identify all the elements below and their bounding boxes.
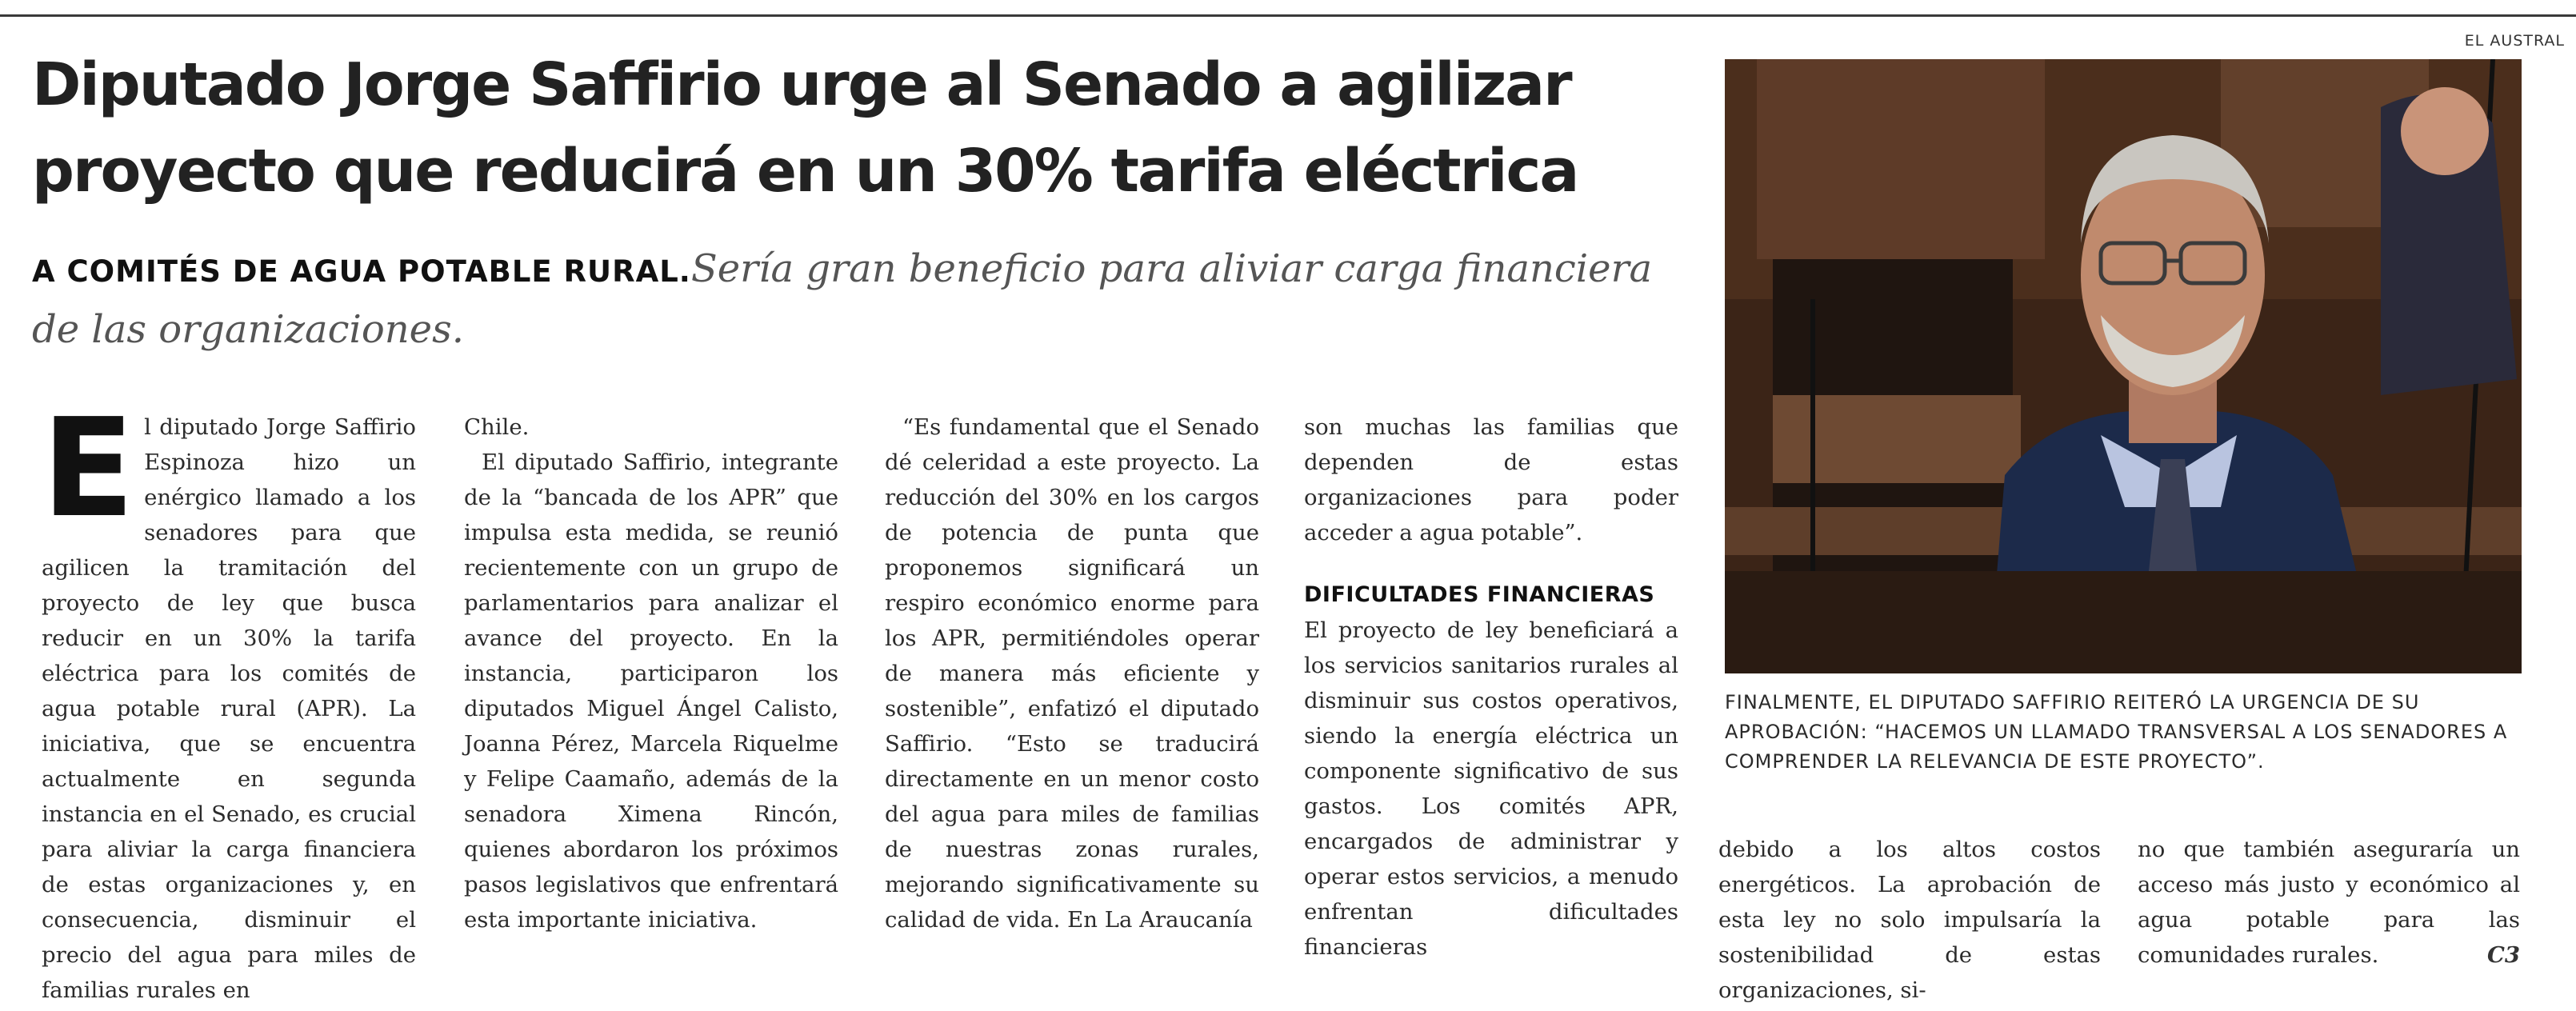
paragraph: Chile. bbox=[464, 414, 530, 440]
photo-caption: FINALMENTE, EL DIPUTADO SAFFIRIO REITERÓ LA URGENCIA DE SU APROBACIÓN: “HACEMOS UN LLAMADO TRANSVERSAL A LOS SENADORES A COMPRENDER LA RELEVANCIA DE ESTE PROYECTO”. bbox=[1725, 691, 2508, 773]
article-column-1 bbox=[42, 390, 416, 1008]
lead-block bbox=[32, 240, 1680, 358]
article-column-2 bbox=[464, 410, 838, 937]
deck: Sería gran beneficio para aliviar carga financiera de las organizaciones. bbox=[32, 246, 1653, 352]
paragraph: debido a los altos costos energéticos. La aprobación de esta ley no solo impulsaría la sostenibilidad de estas organizaciones, si- bbox=[1718, 837, 2101, 1003]
paragraph: son muchas las familias que dependen de estas organizaciones para poder acceder a agua potable”. bbox=[1304, 414, 1678, 545]
paragraph: El diputado Saffirio, integrante de la “bancada de los APR” que impulsa esta medida, se reunió recientemente con un grupo de parlamentarios para analizar el avance del proyecto. En la instancia, participaron los diputados Miguel Ángel Calisto, Joanna Pérez, Marcela Riquelme y Felipe Caamaño, además de la senadora Ximena Rincón, quienes abordaron los próximos pasos legislativos que enfrentará esta importante iniciativa. bbox=[464, 450, 838, 933]
article-column-6 bbox=[2138, 832, 2520, 973]
photo-illustration bbox=[1725, 59, 2522, 673]
end-mark: C3 bbox=[2486, 942, 2520, 968]
section-subhead: DIFICULTADES FINANCIERAS bbox=[1304, 582, 1655, 607]
top-rule bbox=[0, 14, 2576, 17]
article-photo bbox=[1725, 59, 2522, 673]
article-column-3 bbox=[885, 410, 1259, 937]
paragraph: l diputado Jorge Saffirio Espinoza hizo un enérgico llamado a los senadores para que agilicen la tramitación del proyecto de ley que busca reducir en un 30% la tarifa eléctrica para los comités de agua potable rural (APR). La iniciativa, que se encuentra actualmente en segunda instancia en el Senado, es crucial para aliviar la carga financiera de estas organizaciones y, en consecuencia, disminuir el precio del agua para miles de familias rurales en bbox=[42, 414, 416, 1003]
article-column-5 bbox=[1718, 832, 2101, 1008]
paragraph: El proyecto de ley beneficiará a los servicios sanitarios rurales al disminuir sus costos operativos, siendo la energía eléctrica un componente significativo de sus gastos. Los comités APR, encargados de administrar y operar estos servicios, a menudo enfrentan dificultades financieras bbox=[1304, 617, 1678, 960]
drop-cap: E bbox=[42, 390, 135, 548]
kicker: A COMITÉS DE AGUA POTABLE RURAL. bbox=[32, 254, 691, 289]
photo-credit: EL AUSTRAL bbox=[2464, 32, 2565, 50]
headline: Diputado Jorge Saffirio urge al Senado a agilizar proyecto que reducirá en un 30% tarifa eléctrica bbox=[32, 50, 1578, 206]
paragraph bbox=[2138, 832, 2520, 973]
paragraph: “Es fundamental que el Senado dé celeridad a este proyecto. La reducción del 30% en los cargos de potencia de punta que proponemos significará un respiro económico enorme para los APR, permitiéndoles operar de manera más eficiente y sostenible”, enfatizó el diputado Saffirio. “Esto se traducirá directamente en un menor costo del agua para miles de familias de nuestras zonas rurales, mejorando significativamente su calidad de vida. En La Araucanía bbox=[885, 414, 1259, 933]
paragraph-text: no que también aseguraría un acceso más justo y económico al agua potable para las comunidades rurales. bbox=[2138, 837, 2520, 968]
article-column-4 bbox=[1304, 410, 1678, 965]
